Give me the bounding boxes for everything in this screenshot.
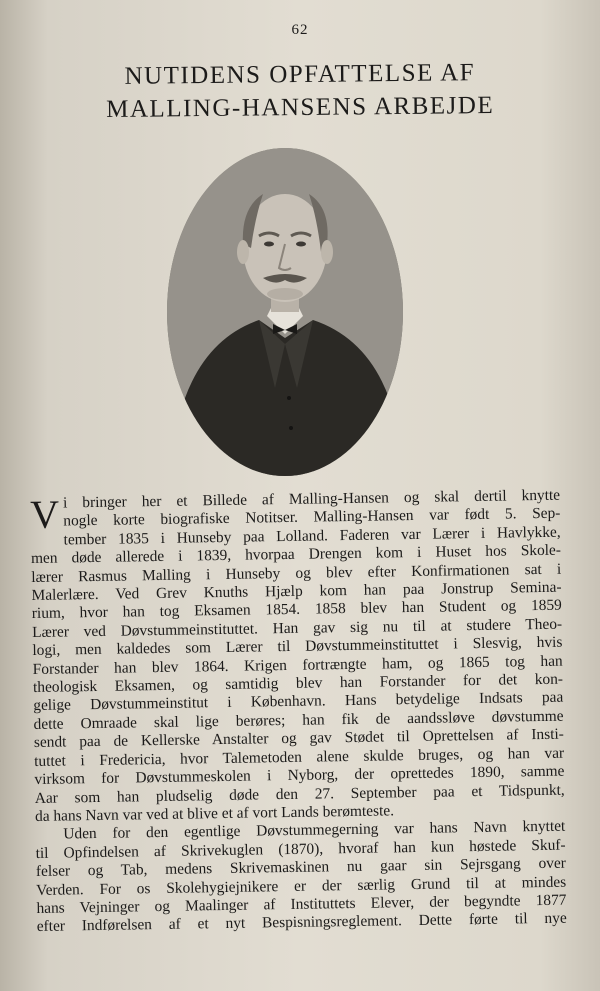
text-line: tember 1835 i Hunseby paa Lolland. Faderen var Lærer i Havlykke,: [63, 523, 561, 549]
portrait-photo: [167, 148, 403, 476]
text-line: tuttet i Fredericia, hvor Talemetoden alene skulde bruges, og han var: [34, 744, 565, 770]
text-line: dette Omraade skal lige berøres; han fik de aandssløve døvstumme: [33, 707, 564, 733]
text-line: til Opfindelsen af Skrivekuglen (1870), hvoraf han kun høstede Skuf-: [35, 836, 566, 862]
text-line: felser og Tab, medens Skrivemaskinen nu gaar sin Sejrsgang over: [35, 854, 566, 881]
text-line: Uden for den egentlige Døvstummegerning var hans Navn knyttet: [63, 817, 566, 843]
chapter-title-line-2: MALLING-HANSENS ARBEJDE: [106, 91, 495, 124]
text-line: sendt paa de Kellerske Anstalter og gav Stødet til Oprettelsen af Insti-: [33, 725, 564, 752]
text-line: theologisk Eksamen, og samtidig blev han Forstander for det kon-: [32, 670, 564, 697]
paragraph-1: [30, 487, 565, 827]
text-line: Forstander han blev 1864. Krigen fortrængte ham, og 1865 tog han: [32, 652, 563, 678]
article-body: [30, 487, 567, 937]
page-number: 62: [291, 22, 309, 38]
chapter-title: [0, 55, 600, 127]
text-line: gelige Døvstummeinstitut i København. Hans betydelige Indsats paa: [33, 689, 564, 715]
text-line: nogle korte biografiske Notitser. Malling-Hansen var født 5. Sep-: [63, 505, 561, 530]
text-line: Malerlære. Ved Grev Knuths Hjælp kom han paa Jonstrup Semina-: [31, 578, 562, 605]
text-line: i bringer her et Billede af Malling-Hansen og skal dertil knytte: [62, 486, 561, 512]
text-line: da hans Navn var ved at blive et af vort Lands berømteste.: [34, 802, 395, 825]
text-line: Verden. For os Skolehygiejnikere er der særlig Grund til at mindes: [36, 873, 567, 899]
text-line: Aar som han pludselig døde den 27. September paa et Tidspunkt,: [34, 781, 565, 807]
portrait-illustration: [167, 148, 403, 476]
text-line: hans Vejninger og Maalinger af Instituttets Elever, der begyndte 1877: [36, 891, 567, 917]
text-line: virksom for Døvstummeskolen i Nyborg, der oprettedes 1890, samme: [34, 762, 565, 789]
drop-cap: V: [29, 491, 60, 537]
text-line: logi, men kaldedes som Lærer til Døvstummeinstituttet i Slesvig, hvis: [32, 633, 563, 660]
text-line: efter Indførelsen af et nyt Bespisningsreglement. Dette førte til nye: [36, 909, 567, 936]
paragraph-2: [35, 818, 567, 937]
text-line: rium, hvor han tog Eksamen 1854. 1858 blev han Student og 1859: [31, 597, 562, 623]
text-line: men døde allerede i 1839, hvorpaa Drengen kom i Huset hos Skole-: [30, 541, 562, 568]
text-line: lærer Rasmus Malling i Hunseby og blev efter Konfirmationen sat i: [31, 560, 562, 586]
text-line: Lærer ved Døvstummeinstituttet. Han gav sig nu til at studere Theo-: [32, 615, 563, 641]
chapter-title-line-1: NUTIDENS OPFATTELSE AF: [124, 59, 476, 90]
